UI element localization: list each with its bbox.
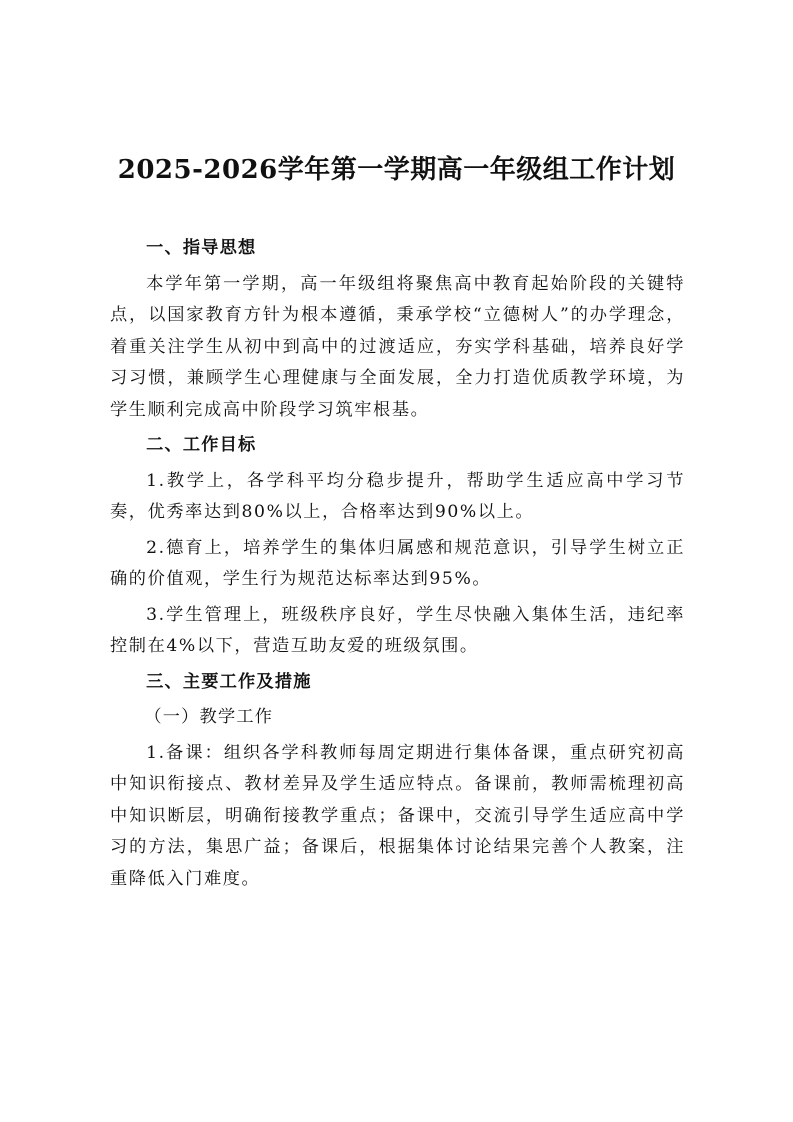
document-title: 2025-2026学年第一学期高一年级组工作计划 (117, 155, 676, 185)
paragraph-goal-teaching: 1.教学上，各学科平均分稳步提升，帮助学生适应高中学习节奏，优秀率达到80%以上，合格率达到90%以上。 (110, 470, 685, 522)
section-heading-guiding-ideology: 一、指导思想 (146, 238, 257, 258)
document-body (110, 233, 685, 895)
paragraph-goal-student-management: 3.学生管理上，班级秩序良好，学生尽快融入集体生活，违纪率控制在4%以下，营造互助友爱的班级氛围。 (110, 604, 685, 656)
paragraph-goal-moral-education: 2.德育上，培养学生的集体归属感和规范意识，引导学生树立正确的价值观，学生行为规范达标率达到95%。 (110, 537, 685, 589)
paragraph-lesson-preparation: 1.备课：组织各学科教师每周定期进行集体备课，重点研究初高中知识衔接点、教材差异及学生适应特点。备课前，教师需梳理初高中知识断层，明确衔接教学重点；备课中，交流引导学生适应高中学习的方法，集思广益；备课后，根据集体讨论结果完善个人教案，注重降低入门难度。 (110, 742, 685, 889)
section-heading-work-goals: 二、工作目标 (146, 435, 257, 455)
section-heading-main-measures: 三、主要工作及措施 (146, 671, 312, 692)
subsection-heading-teaching-work: （一）教学工作 (144, 707, 274, 727)
paragraph-guiding-ideology: 本学年第一学期，高一年级组将聚焦高中教育起始阶段的关键特点，以国家教育方针为根本遵循，秉承学校“立德树人”的办学理念，着重关注学生从初中到高中的过渡适应，夯实学科基础，培养良好学习习惯，兼顾学生心理健康与全面发展，全力打造优质教学环境，为学生顺利完成高中阶段学习筑牢根基。 (110, 273, 685, 420)
